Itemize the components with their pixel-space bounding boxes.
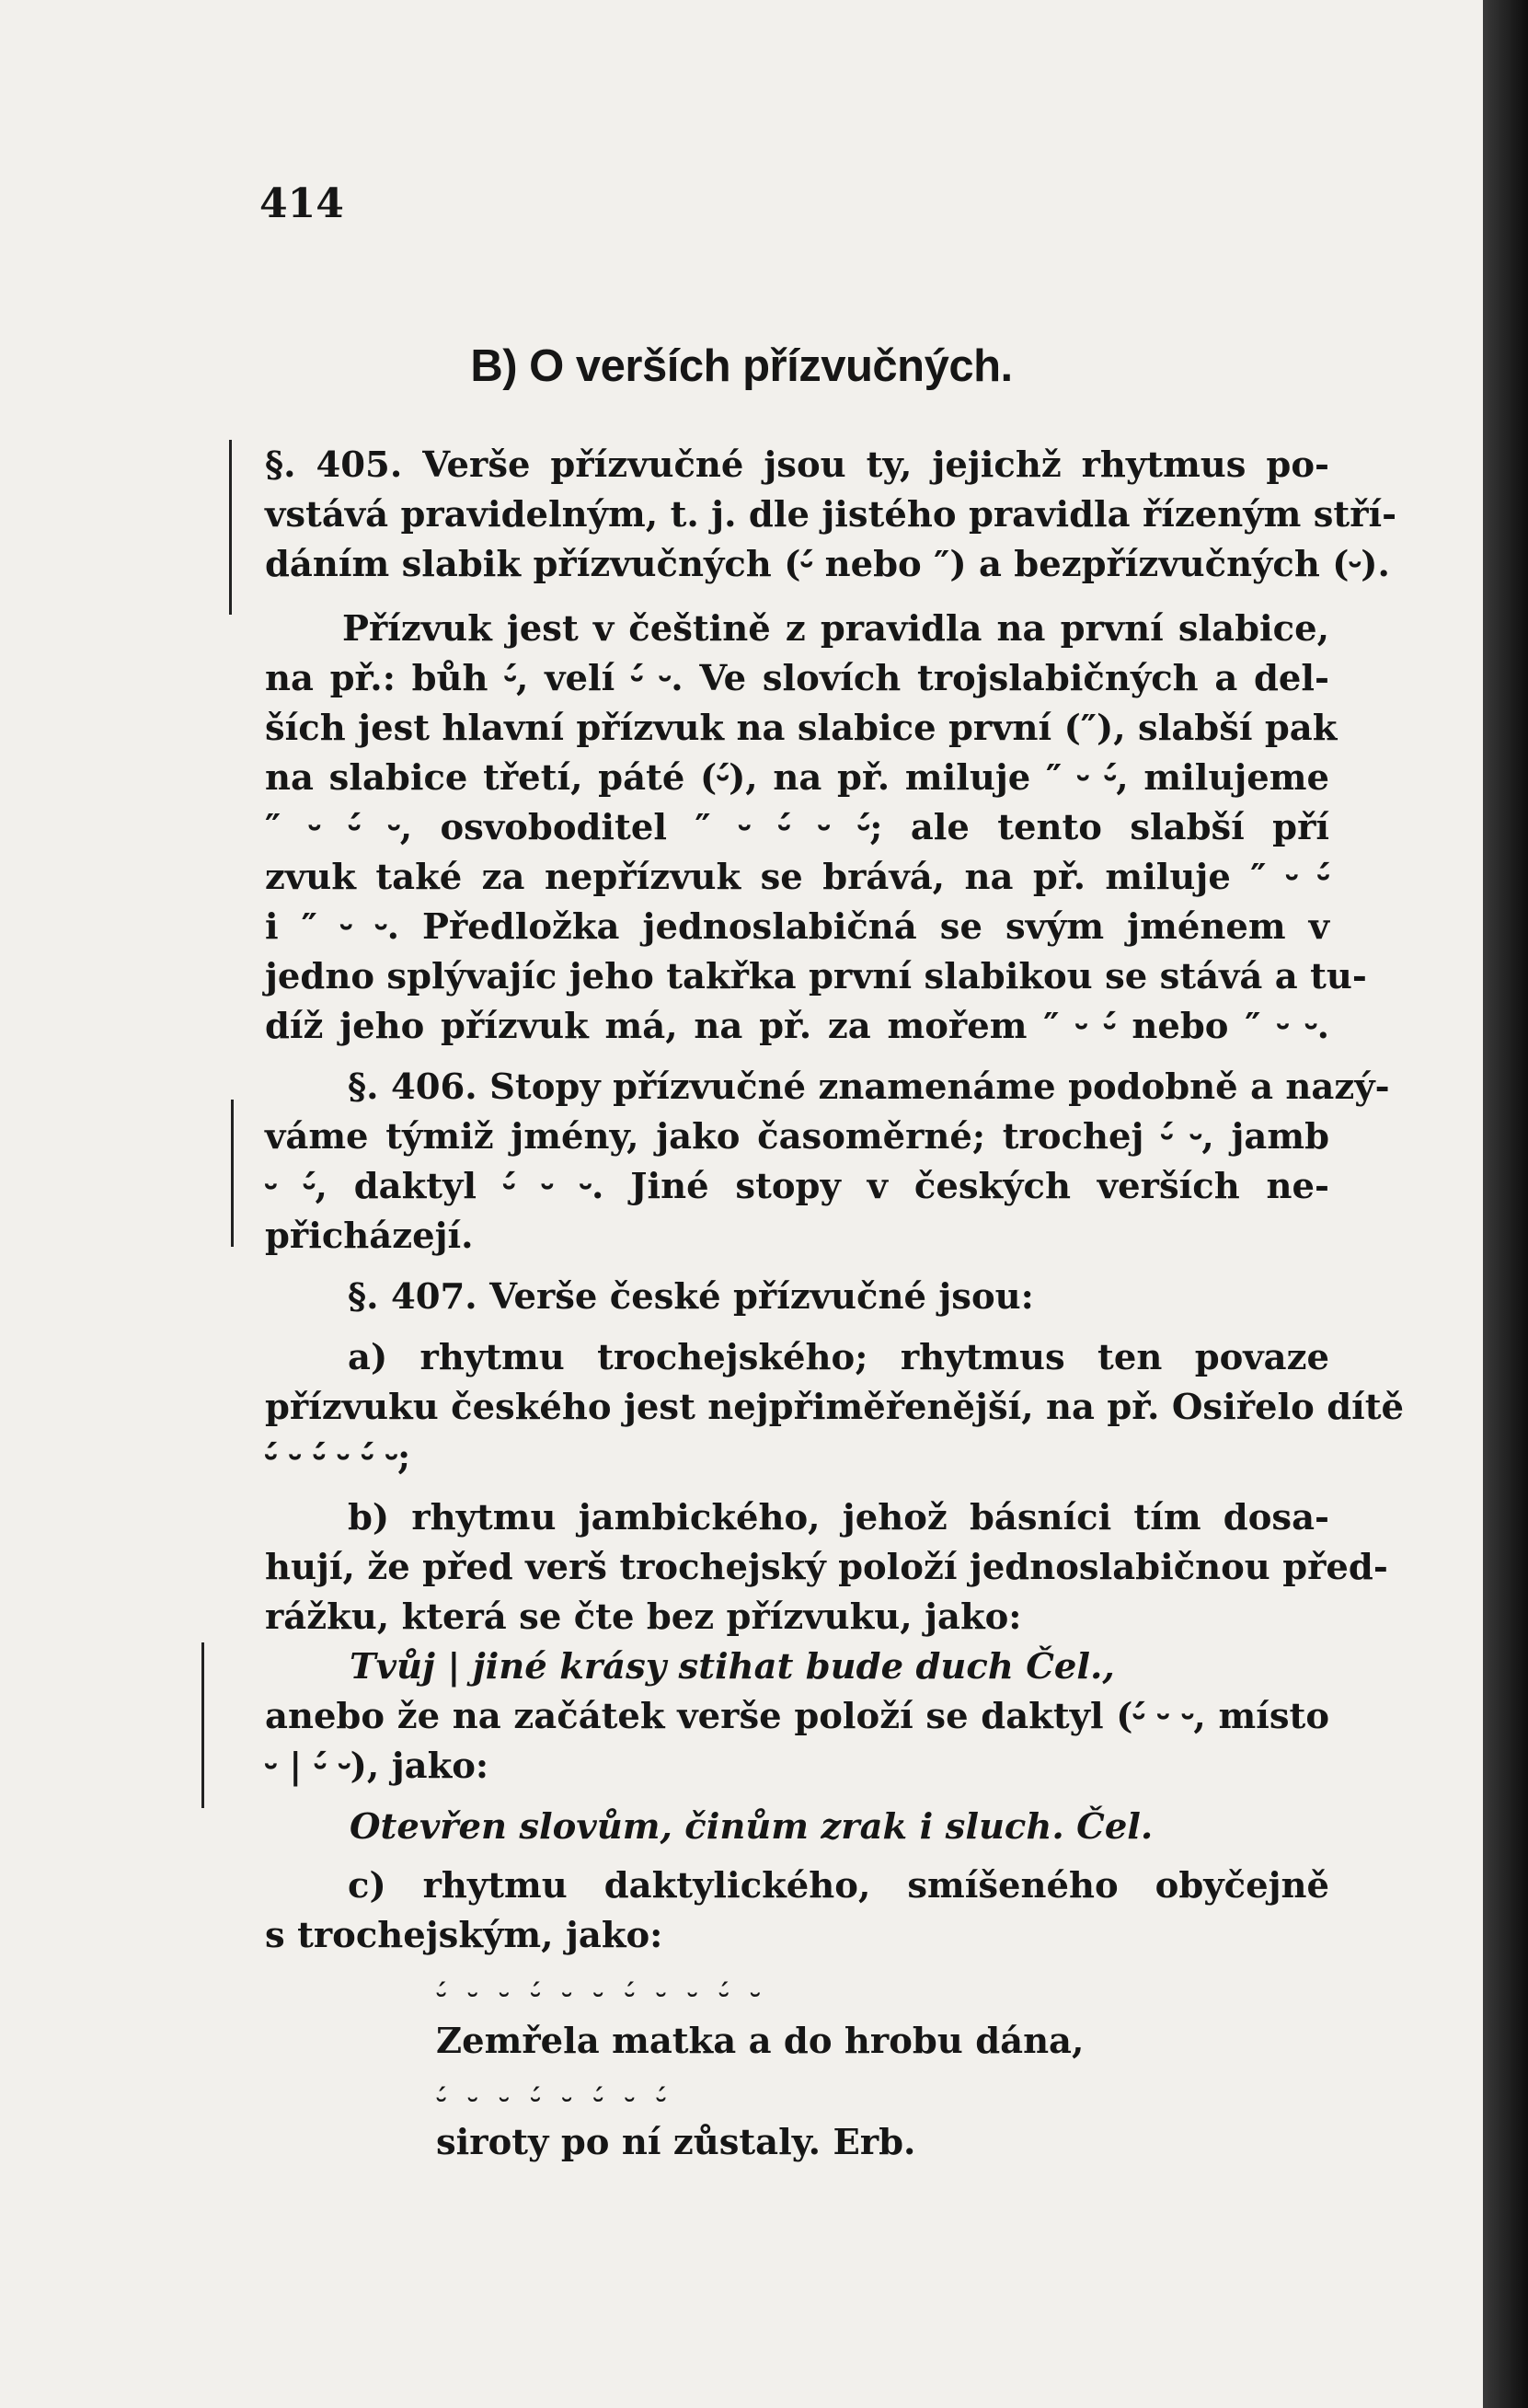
quotation-line: Tvůj | jiné krásy stihat bude duch Čel., [350, 1646, 1115, 1688]
paragraph-line: vstává pravidelným, t. j. dle jistého pravidla řízeným stří- [265, 494, 1397, 536]
paragraph-line: s trochejským, jako: [265, 1915, 663, 1956]
paragraph-line: Přízvuk jest v češtině z pravidla na první slabice, [342, 608, 1329, 650]
verse-line: Zemřela matka a do hrobu dána, [436, 2021, 1085, 2062]
scan-edge-shadow [1483, 0, 1528, 2408]
paragraph-line: c) rhytmu daktylického, smíšeného obyčejně [348, 1865, 1329, 1907]
paragraph-line: ⏑ | ⏑́ ⏑), jako: [265, 1746, 489, 1787]
paragraph-line: anebo že na začátek verše položí se daktyl (⏑́ ⏑ ⏑, místo [265, 1696, 1329, 1737]
paragraph-line: §. 405. Verše přízvučné jsou ty, jejichž rhytmus po- [265, 444, 1329, 486]
margin-mark [229, 440, 232, 615]
page-number: 414 [259, 180, 344, 227]
paragraph-line: ších jest hlavní přízvuk na slabice první (″), slabší pak [265, 708, 1338, 749]
paragraph-line: b) rhytmu jambického, jehož básníci tím dosa- [348, 1497, 1329, 1538]
paragraph-line: na př.: bůh ⏑́, velí ⏑́ ⏑. Ve slovích trojslabičných a del- [265, 658, 1329, 699]
paragraph-line: ⏑́ ⏑ ⏑́ ⏑ ⏑́ ⏑; [265, 1436, 411, 1478]
paragraph-line: a) rhytmu trochejského; rhytmus ten povaze [348, 1337, 1329, 1378]
paragraph-line: §. 406. Stopy přízvučné znamenáme podobně a nazý- [348, 1066, 1390, 1108]
metrical-scansion: ⏑́ ⏑ ⏑ ⏑́ ⏑ ⏑ ⏑́ ⏑ ⏑ ⏑́ ⏑ [436, 1976, 766, 2013]
margin-mark [201, 1642, 204, 1808]
margin-mark [231, 1100, 234, 1247]
paragraph-line: na slabice třetí, páté (⏑́), na př. miluje ″ ⏑ ⏑́, milujeme [265, 757, 1329, 799]
paragraph-line: váme týmiž jmény, jako časoměrné; trochej ⏑́ ⏑, jamb [265, 1116, 1329, 1158]
paragraph-line: přicházejí. [265, 1216, 474, 1257]
metrical-scansion: ⏑́ ⏑ ⏑ ⏑́ ⏑ ⏑́ ⏑ ⏑́ [436, 2081, 672, 2118]
paragraph-line: přízvuku českého jest nejpřiměřenější, na př. Osiřelo dítě [265, 1387, 1405, 1428]
paragraph-line: ⏑ ⏑́, daktyl ⏑́ ⏑ ⏑. Jiné stopy v českých verších ne- [265, 1166, 1329, 1207]
paragraph-line: zvuk také za nepřízvuk se brává, na př. miluje ″ ⏑ ⏑́ [265, 857, 1329, 898]
paragraph-line: ″ ⏑ ⏑́ ⏑, osvoboditel ″ ⏑ ⏑́ ⏑ ⏑́; ale tento slabší pří [265, 807, 1329, 848]
paragraph-line: hují, že před verš trochejský položí jednoslabičnou před- [265, 1547, 1388, 1588]
paragraph-line: díž jeho přízvuk má, na př. za mořem ″ ⏑ ⏑́ nebo ″ ⏑ ⏑. [265, 1006, 1329, 1047]
paragraph-line: i ″ ⏑ ⏑. Předložka jednoslabičná se svým jménem v [265, 906, 1329, 948]
paragraph-line: dáním slabik přízvučných (⏑́ nebo ″) a bezpřízvučných (⏑). [265, 544, 1390, 585]
paragraph-line: rážku, která se čte bez přízvuku, jako: [265, 1596, 1022, 1638]
verse-line: siroty po ní zůstaly. Erb. [436, 2122, 916, 2163]
section-heading: B) O verších přízvučných. [470, 341, 1013, 391]
paragraph-line: §. 407. Verše české přízvučné jsou: [348, 1276, 1034, 1318]
paragraph-line: jedno splývajíc jeho takřka první slabikou se stává a tu- [265, 956, 1367, 997]
quotation-line: Otevřen slovům, činům zrak i sluch. Čel. [350, 1806, 1154, 1848]
